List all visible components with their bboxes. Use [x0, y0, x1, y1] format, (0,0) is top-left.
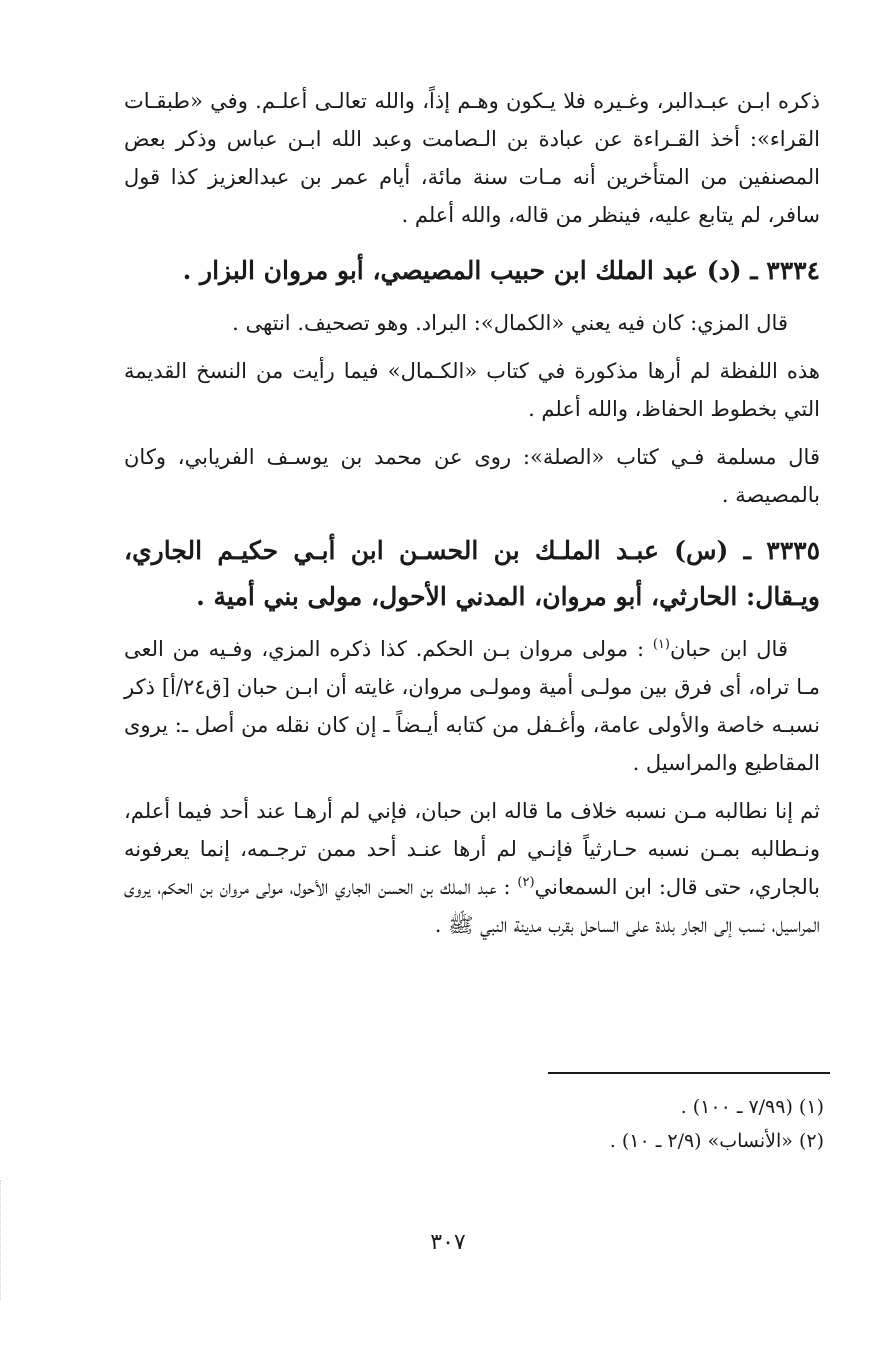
- entry-3335-paragraph-2: [124, 792, 820, 944]
- entry-heading-3334: ٣٣٣٤ ـ (د) عبد الملك ابن حبيب المصيصي، أبو مروان البزار .: [182, 256, 820, 285]
- entry-3335-paragraph-1: [124, 630, 820, 782]
- intro-paragraph: ذكره ابـن عبـدالبر، وغـيره فلا يـكون وهـم إذاً، والله تعالـى أعلـم. وفي «طبقـات القراء»: أخذ القـراءة عن عبادة بن الـصامت وعبد الله ابـن عباس وذكر بعض المصنفين من المتأخرين أنه مـات سنة مائة، أيام عمر بن عبدالعزيز كذا قول سافر، لم يتابع عليه، فينظر من قاله، والله أعلم .: [124, 89, 820, 227]
- entry-3334-paragraph-1: قال المزي: كان فيه يعني «الكمال»: البراد. وهو تصحيف. انتهى .: [232, 311, 788, 335]
- scan-edge-marks: [0, 1180, 7, 1300]
- main-text-block: [124, 82, 820, 944]
- entry-heading-3335: ٣٣٣٥ ـ (س) عبـد الملـك بن الحسـن ابن أبـي حكيـم الجاري، ويـقال: الحارثي، أبو مروان، المدني الأحول، مولى بني أمية .: [124, 536, 820, 611]
- entry-3335-paragraph-1-rest: : مولى مروان بـن الحكم. كذا ذكره المزي، وفـيه من العى مـا تراه، أى فرق بين مولـى أمية ومولـى مروان، غايته أن ابـن حبان [ق٢٤/أ] ذكر نسبـه خاصة والأولى عامة، وأغـفل من كتابه أيـضاً ـ إن كان نقله من أصل ـ: يروى المقاطيع والمراسيل .: [124, 637, 820, 775]
- entry-3335-paragraph-2-start: ثم إنا نطالبه مـن نسبه خلاف ما قاله ابن حبان، فإني لم أرهـا عند أحد فيما أعلم، ونـطالبه بمـن نسبه حـارثياً فإنـي لم أرها عنـد أحد ممن ترجـمه، إنما يعرفونه بالجاري، حتى قال: ابن السمعاني: [124, 799, 820, 899]
- entry-3334-paragraph-2: هذه اللفظة لم أرها مذكورة في كتاب «الكـمال» فيما رأيت من النسخ القديمة التي بخطوط الحفاظ، والله أعلم .: [124, 359, 820, 421]
- entry-3335-paragraph-1-start: قال ابن حبان: [669, 637, 788, 661]
- footnote-2: (٢) «الأنساب» (٢/٩ ـ ١٠) .: [609, 1130, 824, 1152]
- page-number: ٣٠٧: [430, 1230, 466, 1255]
- footnotes: [420, 1090, 824, 1158]
- footnote-separator: [548, 1072, 830, 1074]
- footnote-ref-2: (٢): [517, 875, 535, 890]
- entry-3334-paragraph-3: قال مسلمة فـي كتاب «الصلة»: روى عن محمد بن يوسـف الفريابي، وكان بالمصيصة .: [124, 445, 820, 507]
- footnote-ref-1: (١): [652, 637, 670, 652]
- footnote-1: (١) (٧/٩٩ ـ ١٠٠) .: [680, 1096, 824, 1118]
- entry-3335-paragraph-2-rest: : عبد الملك بن الحسن الجاري الأحول، مولى مروان بن الحكم، يروى المراسيل، نسب إلى الجار بلدة على الساحل بقرب مدينة النبي ﷺ .: [124, 875, 820, 937]
